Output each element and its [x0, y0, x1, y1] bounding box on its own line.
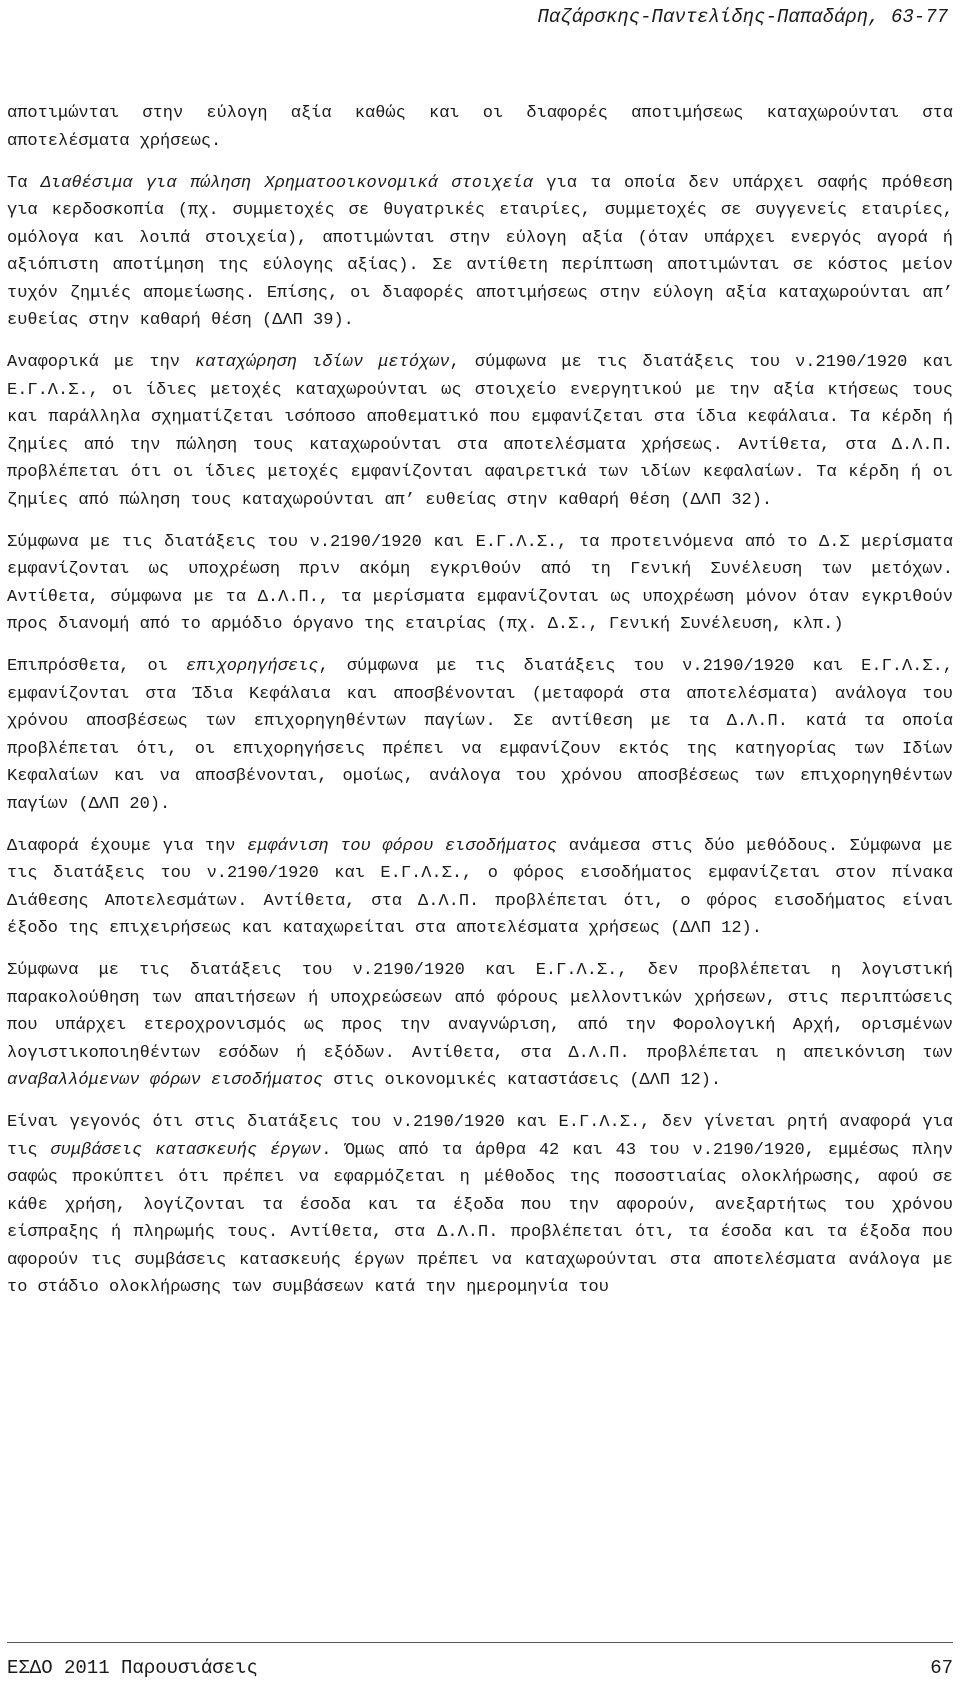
text-run: Σύμφωνα με τις διατάξεις του ν.2190/1920 και Ε.Γ.Λ.Σ., δεν προβλέπεται η λογιστική παρακολούθηση των απαιτήσεων ή υποχρεώσεων από φόρους μελλοντικών χρήσεων, στις περιπτώσεις που υπάρχει ετεροχρονισμός ως προς την αναγνώριση, από την Φορολογική Αρχή, ορισμένων λογιστικοποιηθέντων εσόδων ή εξόδων. Αντίθετα, στα Δ.Λ.Π. προβλέπεται η απεικόνιση των	[7, 961, 953, 1063]
text-run: . Όμως από τα άρθρα 42 και 43 του ν.2190/1920, εμμέσως πλην σαφώς προκύπτει ότι πρέπει να εφαρμόζεται η μέθοδος της ποσοστιαίας ολοκλήρωσης, αφού σε κάθε χρήση, λογίζονται τα έσοδα και τα έξοδα που την αφορούν, ανεξαρτήτως του χρόνου είσπραξης ή πληρωμής τους. Αντίθετα, στα Δ.Λ.Π. προβλέπεται ότι, τα έσοδα και τα έξοδα που αφορούν τις συμβάσεις κατασκευής έργων πρέπει να καταχωρούνται στα αποτελέσματα ανάλογα με το στάδιο ολοκλήρωσης των συμβάσεων κατά την ημερομηνία του	[7, 1140, 953, 1297]
paragraph-1	[7, 100, 953, 155]
paragraph-6	[7, 833, 953, 943]
paragraph-5	[7, 653, 953, 818]
italic-term: Διαθέσιμα για πώληση Χρηματοοικονομικά στοιχεία	[40, 173, 533, 193]
italic-term: καταχώρηση ιδίων μετόχων	[195, 353, 450, 372]
text-run: για τα οποία δεν υπάρχει σαφής πρόθεση για κερδοσκοπία (πχ. συμμετοχές σε θυγατρικές εταιρίες, συμμετοχές σε συγγενείς εταιρίες, ομόλογα και λοιπά στοιχεία), αποτιμώνται στην εύλογη αξία (όταν υπάρχει ενεργός αγορά ή αξιόπιστη αποτίμηση της εύλογης αξίας). Σε αντίθετη περίπτωση αποτιμώνται σε κόστος μείον τυχόν ζημιές απομείωσης. Επίσης, οι διαφορές αποτιμήσεως στην εύλογη αξία καταχωρούνται απ’ ευθείας στην καθαρή θέση (ΔΛΠ 39).	[7, 173, 953, 330]
running-title: Παζάρσκης-Παντελίδης-Παπαδάρη, 63-77	[537, 6, 948, 28]
paragraph-8	[7, 1109, 953, 1302]
text-run: Αναφορικά με την	[7, 353, 196, 372]
text-run: Τα	[7, 173, 41, 193]
text-run: Σύμφωνα με τις διατάξεις του ν.2190/1920 και Ε.Γ.Λ.Σ., τα προτεινόμενα από το Δ.Σ μερίσματα εμφανίζονται ως υποχρέωση πριν ακόμη εγκριθούν από τη Γενική Συνέλευση των μετόχων. Αντίθετα, σύμφωνα με τα Δ.Λ.Π., τα μερίσματα εμφανίζονται ως υποχρέωση μόνον όταν εγκριθούν προς διανομή από το αρμόδιο όργανο της εταιρίας (πχ. Δ.Σ., Γενική Συνέλευση, κλπ.)	[7, 532, 953, 634]
italic-term: εμφάνιση του φόρου εισοδήματος	[247, 836, 558, 856]
footer-publication: ΕΣΔΟ 2011 Παρουσιάσεις	[7, 1657, 258, 1679]
page-body	[7, 100, 953, 1316]
text-run: Διαφορά έχουμε για την	[7, 836, 248, 856]
text-run: , σύμφωνα με τις διατάξεις του ν.2190/1920 και Ε.Γ.Λ.Σ., οι ίδιες μετοχές καταχωρούνται ως στοιχείο ενεργητικού με την αξία κτήσεως τους και παράλληλα σχηματίζεται ισόποσο αποθεματικό που εμφανίζεται στα ίδια κεφάλαια. Τα κέρδη ή ζημίες από την πώληση τους καταχωρούνται στα αποτελέσματα χρήσεως. Αντίθετα, στα Δ.Λ.Π. προβλέπεται ότι οι ίδιες μετοχές εμφανίζονται αφαιρετικά των ιδίων κεφαλαίων. Τα κέρδη ή οι ζημίες από πώληση τους καταχωρούνται απ’ ευθείας στην καθαρή θέση (ΔΛΠ 32).	[7, 353, 954, 510]
text-run: ανάμεσα στις δύο μεθόδους. Σύμφωνα με τις διατάξεις του ν.2190/1920 και Ε.Γ.Λ.Σ., ο φόρος εισοδήματος εμφανίζεται στον πίνακα Διάθεσης Αποτελεσμάτων. Αντίθετα, στα Δ.Λ.Π. προβλέπεται ότι, ο φόρος εισοδήματος είναι έξοδο της επιχειρήσεως και καταχωρείται στα αποτελέσματα χρήσεως (ΔΛΠ 12).	[7, 836, 953, 938]
text-run: Είναι γεγονός ότι στις διατάξεις του ν.2190/1920 και Ε.Γ.Λ.Σ., δεν γίνεται ρητή αναφορά για τις	[7, 1113, 953, 1160]
text-run: αποτιμώνται στην εύλογη αξία καθώς και οι διαφορές αποτιμήσεως καταχωρούνται στα αποτελέσματα χρήσεως.	[7, 104, 953, 151]
text-run: στις οικονομικές καταστάσεις (ΔΛΠ 12).	[323, 1071, 722, 1090]
paragraph-2	[7, 170, 953, 335]
page-footer	[7, 1642, 953, 1679]
italic-term: επιχορηγήσεις	[186, 657, 319, 676]
text-run: Επιπρόσθετα, οι	[7, 657, 186, 676]
italic-term: αναβαλλόμενων φόρων εισοδήματος	[7, 1071, 324, 1090]
page-number: 67	[930, 1657, 953, 1679]
text-run: , σύμφωνα με τις διατάξεις του ν.2190/1920 και Ε.Γ.Λ.Σ., εμφανίζονται στα Ίδια Κεφάλαια και αποσβένονται (μεταφορά στα αποτελέσματα) ανάλογα του χρόνου αποσβέσεως των επιχορηγηθέντων παγίων. Σε αντίθεση με τα Δ.Λ.Π. κατά τα οποία προβλέπεται ότι, οι επιχορηγήσεις πρέπει να εμφανίζουν εκτός της κατηγορίας των Ιδίων Κεφαλαίων και να αποσβένονται, ομοίως, ανάλογα του χρόνου αποσβέσεως των επιχορηγηθέντων παγίων (ΔΛΠ 20).	[7, 657, 953, 814]
paragraph-7	[7, 957, 953, 1095]
paragraph-4	[7, 529, 953, 639]
italic-term: συμβάσεις κατασκευής έργων	[50, 1140, 322, 1160]
running-header	[0, 0, 948, 32]
paragraph-3	[7, 349, 953, 514]
